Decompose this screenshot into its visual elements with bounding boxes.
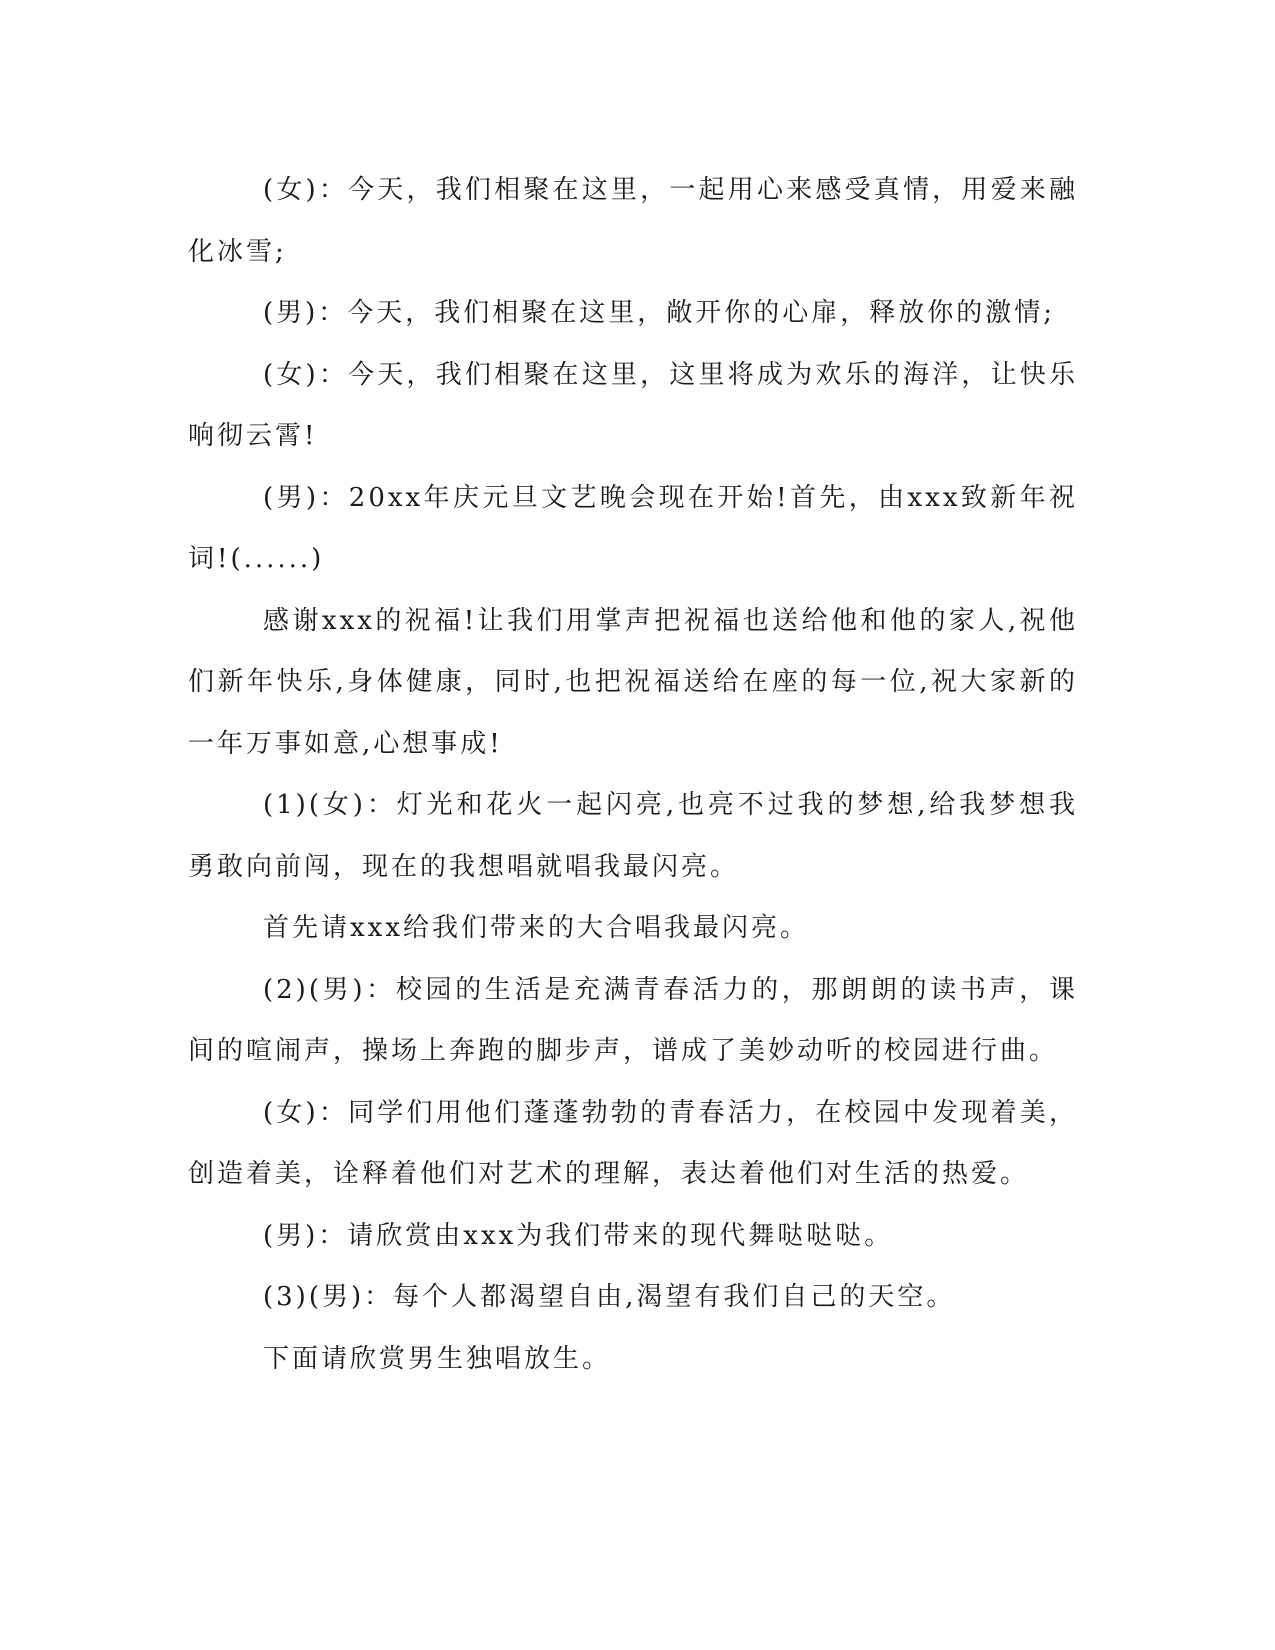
paragraph: (1)(女)：灯光和花火一起闪亮,也亮不过我的梦想,给我梦想我勇敢向前闯，现在的我想唱就唱我最闪亮。 xyxy=(188,790,1078,882)
paragraph: 首先请xxx给我们带来的大合唱我最闪亮。 xyxy=(263,913,809,943)
paragraph: (男)：今天，我们相聚在这里，敞开你的心扉，释放你的激情; xyxy=(263,298,1056,328)
paragraph: (男)：20xx年庆元旦文艺晚会现在开始!首先，由xxx致新年祝词!(......) xyxy=(188,482,1078,574)
paragraph: (女)：今天，我们相聚在这里，这里将成为欢乐的海洋，让快乐响彻云霄! xyxy=(188,359,1078,451)
paragraph: (3)(男)：每个人都渴望自由,渴望有我们自己的天空。 xyxy=(263,1282,956,1312)
paragraph: 下面请欣赏男生独唱放生。 xyxy=(263,1343,612,1374)
paragraph: (2)(男)：校园的生活是充满青春活力的，那朗朗的读书声，课间的喧闹声，操场上奔跑的脚步声，谱成了美妙动听的校园进行曲。 xyxy=(188,974,1078,1066)
document-body xyxy=(188,160,1078,1390)
paragraph: (女)：同学们用他们蓬蓬勃勃的青春活力，在校园中发现着美，创造着美，诠释着他们对艺术的理解，表达着他们对生活的热爱。 xyxy=(188,1097,1078,1189)
paragraph: 感谢xxx的祝福!让我们用掌声把祝福也送给他和他的家人,祝他们新年快乐,身体健康，同时,也把祝福送给在座的每一位,祝大家新的一年万事如意,心想事成! xyxy=(188,605,1078,759)
paragraph: (男)：请欣赏由xxx为我们带来的现代舞哒哒哒。 xyxy=(263,1220,894,1251)
paragraph: (女)：今天，我们相聚在这里，一起用心来感受真情，用爱来融化冰雪; xyxy=(188,175,1078,267)
